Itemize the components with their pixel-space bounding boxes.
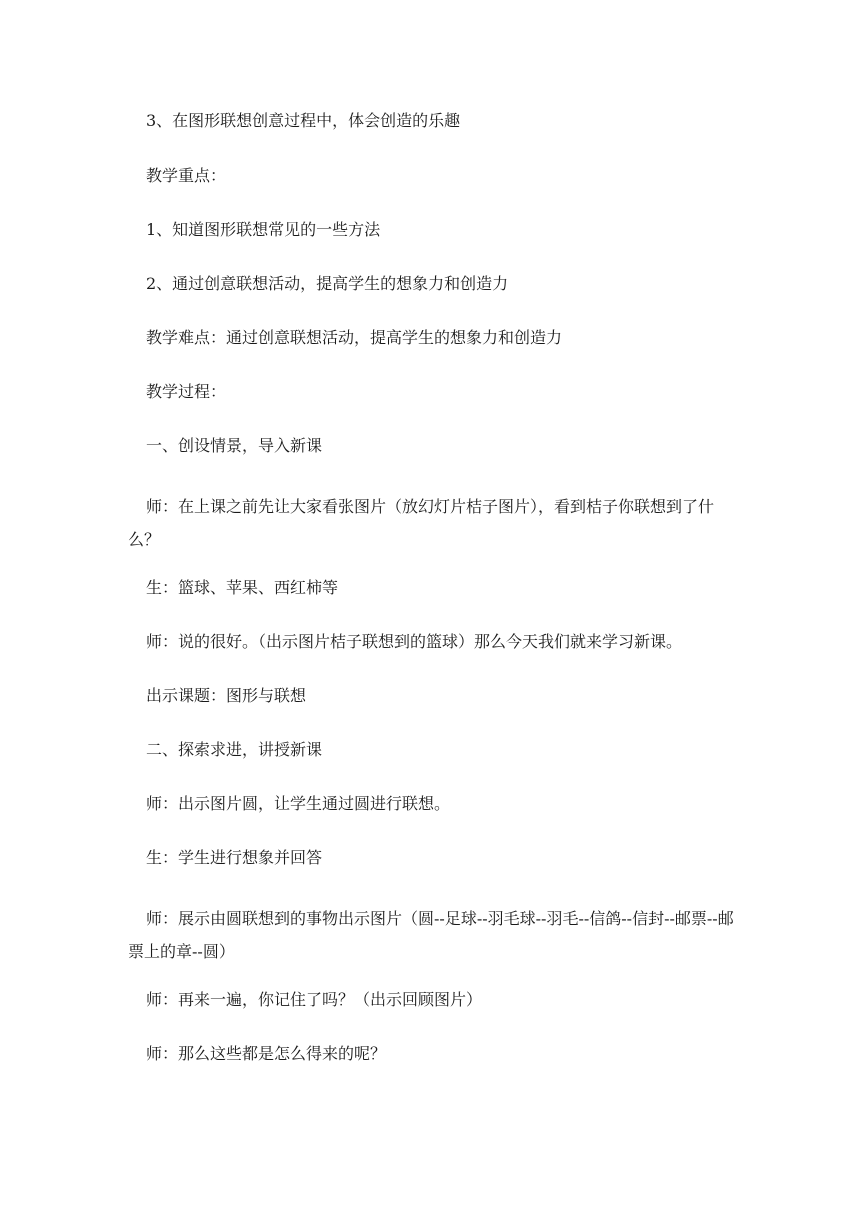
key-point-2-paragraph: 2、通过创意联想活动，提高学生的想象力和创造力 (146, 274, 509, 293)
teacher-4-paragraph: 师：展示由圆联想到的事物出示图片（圆--足球--羽毛球--羽毛--信鸽--信封--邮票--邮票上的章--圆） (128, 909, 734, 961)
process-heading: 教学过程： (146, 382, 227, 401)
teacher-2-paragraph: 师：说的很好。（出示图片桔子联想到的篮球）那么今天我们就来学习新课。 (146, 632, 683, 651)
student-2-paragraph: 生：学生进行想象并回答 (146, 848, 323, 867)
topic-paragraph: 出示课题：图形与联想 (146, 686, 307, 705)
key-points-heading: 教学重点： (146, 166, 227, 185)
goal-3-paragraph: 3、在图形联想创意过程中，体会创造的乐趣 (146, 111, 461, 130)
section-2-heading: 二、探索求进，讲授新课 (146, 740, 323, 759)
teacher-6-paragraph: 师：那么这些都是怎么得来的呢？ (146, 1044, 387, 1063)
section-1-heading: 一、创设情景，导入新课 (146, 436, 323, 455)
key-point-1-paragraph: 1、知道图形联想常见的一些方法 (146, 220, 381, 239)
student-1-paragraph: 生：篮球、苹果、西红柿等 (146, 578, 339, 597)
teacher-1-paragraph: 师：在上课之前先让大家看张图片（放幻灯片桔子图片），看到桔子你联想到了什么？ (128, 497, 715, 549)
difficulty-paragraph: 教学难点：通过创意联想活动，提高学生的想象力和创造力 (146, 328, 563, 347)
teacher-5-paragraph: 师：再来一遍，你记住了吗？（出示回顾图片） (146, 990, 483, 1009)
teacher-3-paragraph: 师：出示图片圆，让学生通过圆进行联想。 (146, 794, 451, 813)
